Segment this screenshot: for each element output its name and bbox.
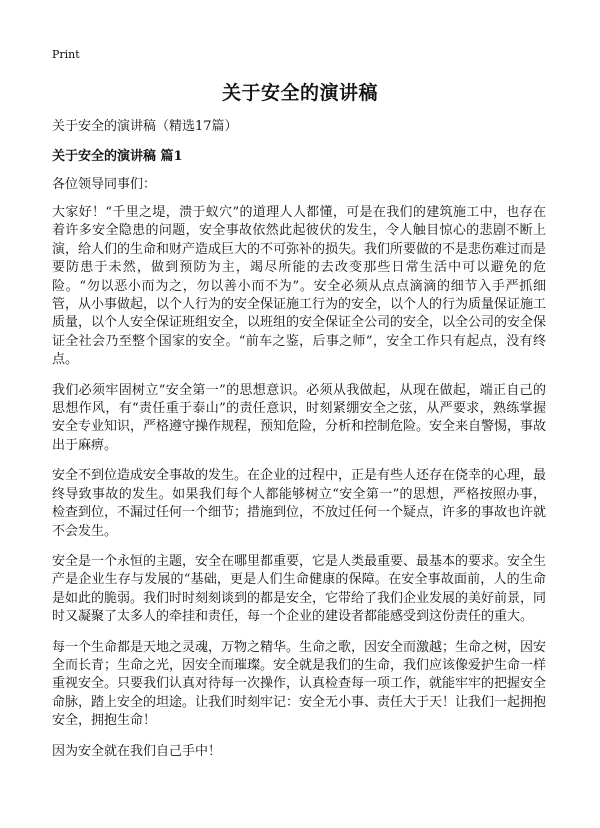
greeting: 各位领导同事们：	[52, 177, 157, 192]
print-link[interactable]: Print	[52, 48, 80, 61]
paragraph: 大家好！“千里之堤，溃于蚁穴”的道理人人都懂，可是在我们的建筑施工中，也存在着许多安全隐患的问题，安全事故依然此起彼伏的发生，令人触目惊心的悲剧不断上演，给人们的生命和财产造成巨大的不可弥补的损失。我们所要做的不是悲伤难过而是要防患于未然，做到预防为主，竭尽所能的去改变那些日常生活中可以避免的危险。“勿以恶小而为之，勿以善小而不为”。安全必须从点点滴滴的细节入手严抓细管，从小事做起，以个人行为的安全保证施工行为的安全，以个人的行为质量保证施工质量，以个人安全保证班组安全，以班组的安全保证全公司的安全，以全公司的安全保证全社会乃至整个国家的安全。“前车之鉴，后事之师”，安全工作只有起点，没有终点。	[52, 205, 547, 368]
closing-line: 因为安全就在我们自己手中！	[52, 743, 222, 759]
paragraph: 安全是一个永恒的主题，安全在哪里都重要，它是人类最重要、最基本的要求。安全生产是企业生存与发展的“基础，更是人们生命健康的保障。在安全事故面前，人的生命是如此的脆弱。我们时时刻刻谈到的都是安全，它带给了我们企业发展的美好前景，同时又凝聚了太多人的牵挂和责任，每一个企业的建设者都能感受到这份责任的重大。	[52, 553, 547, 625]
paragraph: 安全不到位造成安全事故的发生。在企业的过程中，正是有些人还存在侥幸的心理，最终导致事故的发生。如果我们每个人都能够树立“安全第一”的思想，严格按照办事，检查到位，不漏过任何一个细节；措施到位，不放过任何一个疑点，许多的事故也许就不会发生。	[52, 468, 547, 539]
document-subtitle: 关于安全的演讲稿（精选17篇）	[52, 119, 238, 134]
paragraph: 我们必须牢固树立“安全第一”的思想意识。必须从我做起，从现在做起，端正自己的思想作风，有“责任重于泰山”的责任意识，时刻紧绷安全之弦，从严要求，熟练掌握安全专业知识，严格遵守操作规程，预知危险，分析和控制危险。安全来自警惕，事故出于麻痹。	[52, 382, 547, 453]
document-body	[52, 118, 546, 761]
page-title: 关于安全的演讲稿	[221, 82, 378, 104]
paragraph: 每一个生命都是天地之灵魂，万物之精华。生命之歌，因安全而激越；生命之树，因安全而长青；生命之光，因安全而璀璨。安全就是我们的生命，我们应该像爱护生命一样重视安全。只要我们认真对待每一次操作，认真检查每一项工作，就能牢牢的把握安全命脉，踏上安全的坦途。让我们时刻牢记：安全无小事、责任大于天！让我们一起拥抱安全，拥抱生命！	[52, 639, 547, 729]
section-heading: 关于安全的演讲稿 篇1	[52, 149, 183, 164]
